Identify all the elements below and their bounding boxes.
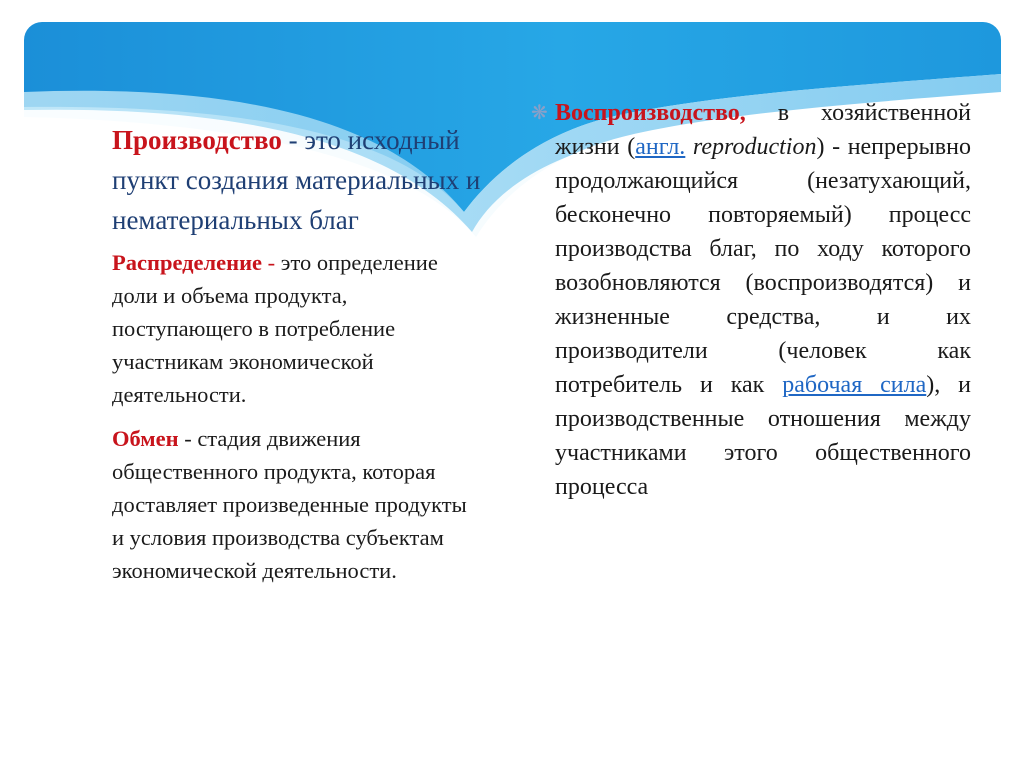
distribution-dash: - (262, 250, 281, 275)
right-column (531, 96, 971, 504)
flower-bullet-icon: ❋ (531, 102, 548, 124)
slide (24, 22, 1001, 748)
reproduction-text-2: ) - непрерывно продолжающийся (незатухающий, бесконечно повторяемый) процесс производства благ, по ходу которого возобновляются (воспроизводятся) и жизненные средства, и их производители (человек как потребитель и как (555, 134, 971, 398)
production-text: - это исходный пункт создания материальных и нематериальных благ (112, 125, 481, 235)
exchange-definition (112, 422, 482, 587)
reproduction-text-3: ), и производственные отношения между участниками этого общественного процесса (555, 372, 971, 500)
exchange-text: - стадия движения общественного продукта, которая доставляет произведенные продукты и условия производства субъектам экономической деятельности. (112, 426, 467, 583)
reproduction-text-1: в хозяйственной жизни ( (555, 100, 971, 160)
production-definition (112, 120, 482, 240)
reproduction-term: Воспроизводство, (555, 100, 746, 126)
left-column (112, 120, 482, 587)
production-term: Производство (112, 125, 282, 155)
link-labor-force[interactable]: рабочая сила (782, 372, 927, 398)
distribution-term: Распределение (112, 250, 263, 275)
distribution-text: это определение доли и объема продукта, поступающего в потребление участникам экономической деятельности. (112, 250, 438, 407)
reproduction-english-word: reproduction (685, 134, 817, 160)
distribution-definition (112, 246, 482, 411)
exchange-term: Обмен (112, 426, 179, 451)
link-english[interactable]: англ. (635, 134, 686, 160)
reproduction-definition (531, 96, 971, 504)
